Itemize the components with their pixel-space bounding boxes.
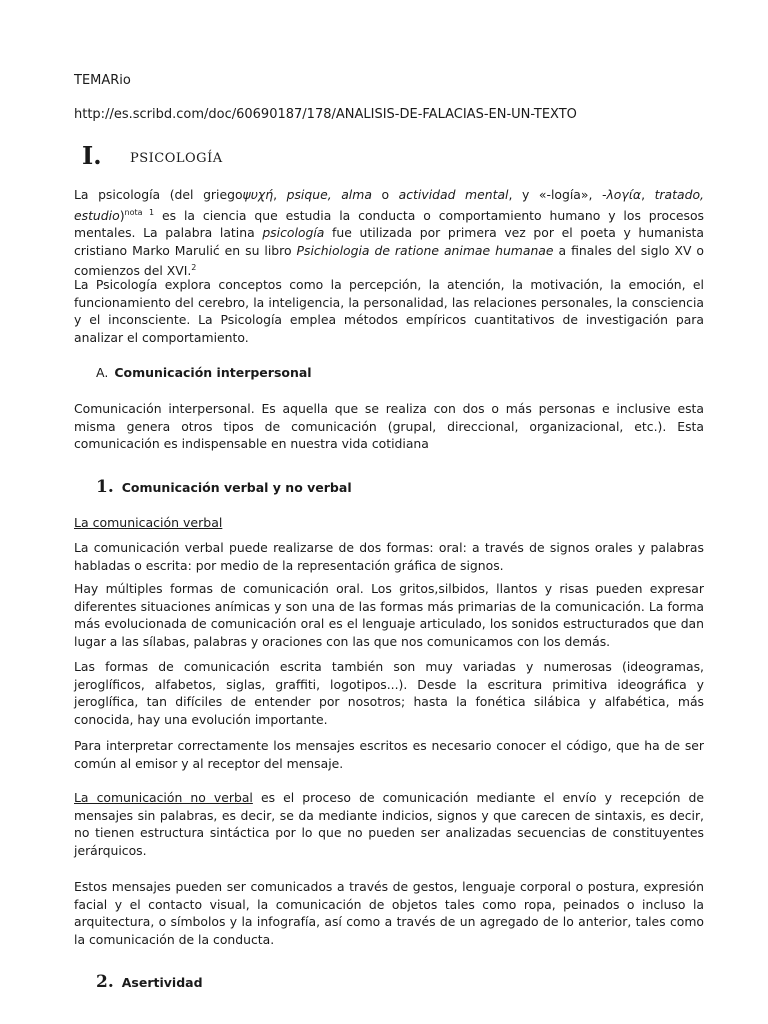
p1-text-d: , y «-logía», bbox=[508, 187, 602, 202]
greek-logia: -λογία bbox=[601, 187, 642, 202]
no-verbal-lead: La comunicación no verbal bbox=[74, 790, 253, 805]
subsection-1-number: 1. bbox=[96, 477, 114, 497]
temario-label: TEMARio bbox=[74, 73, 131, 88]
p1-italic-psicologia: psicología bbox=[262, 225, 325, 241]
p1-text-e2: ) bbox=[119, 207, 125, 223]
subsection-1-title: Comunicación verbal y no verbal bbox=[121, 480, 352, 495]
no-verbal-rest: es el proceso de comunicación mediante el envío y recepción de mensajes sin palabras, es decir, se da mediante indicios, signos y que carecen de sintaxis, es decir, no tienen estructura sintáctica por lo que no pueden ser analizadas secuencias de constituyentes jerárquicos. bbox=[74, 790, 705, 858]
section-title: PSICOLOGÍA bbox=[130, 151, 223, 166]
source-url[interactable]: http://es.scribd.com/doc/60690187/178/ANALISIS-DE-FALACIAS-EN-UN-TEXTO bbox=[74, 107, 577, 122]
subsection-2-title: Asertividad bbox=[121, 975, 203, 990]
p1-text-g: fue utilizada por primera vez por el poeta y humanista cristiano Marko Marulić en su libro bbox=[74, 225, 704, 258]
comunicacion-interpersonal-paragraph: Comunicación interpersonal. Es aquella que se realiza con dos o más personas e inclusive esta misma genera otros tipos de comunicación (grupal, direccional, organizacional, etc.). Esta comunicación es indispensable en nuestra vida cotidiana bbox=[74, 401, 704, 451]
p1-text-f: es la ciencia que estudia la conducta o comportamiento humano y los procesos mentales. La palabra latina bbox=[74, 207, 704, 241]
psicologia-explora-paragraph: La Psicología explora conceptos como la percepción, la atención, la motivación, la emoción, el funcionamiento del cerebro, la inteligencia, la personalidad, las relaciones personales, la consciencia y el inconsciente. La Psicología emplea métodos empíricos cuantitativos de investigación para analizar el comportamiento. bbox=[74, 277, 704, 345]
greek-psyche: ψυχή bbox=[242, 187, 274, 202]
subsection-a-label: A. bbox=[96, 365, 109, 380]
subsection-a-title: Comunicación interpersonal bbox=[114, 365, 312, 380]
subsection-2-number: 2. bbox=[96, 972, 114, 992]
footnote-nota1[interactable]: nota 1 bbox=[124, 207, 155, 217]
p1-italic-actividad: actividad mental bbox=[398, 187, 509, 202]
verbal-paragraph-2: Hay múltiples formas de comunicación oral. Los gritos,silbidos, llantos y risas pueden expresar diferentes situaciones anímicas y son una de las formas más primarias de la comunicación. La forma más evolucionada de comunicación oral es el lenguaje articulado, los sonidos estructurados que dan lugar a las sílabas, palabras y oraciones con las que nos comunicamos con los demás. bbox=[74, 581, 704, 649]
verbal-paragraph-3: Las formas de comunicación escrita también son muy variadas y numerosas (ideogramas, jeroglíficos, alfabetos, siglas, graffiti, logotipos...). Desde la escritura primitiva ideográfica y jeroglífica, tan difíciles de entender por nosotros; hasta la fonética silábica y alfabética, más conocida, hay una evolución importante. bbox=[74, 659, 704, 727]
p1-italic-psique: psique, alma bbox=[286, 187, 372, 202]
footnote-2[interactable]: 2 bbox=[191, 263, 197, 273]
p1-text-e: , bbox=[641, 187, 655, 202]
verbal-paragraph-1: La comunicación verbal puede realizarse de dos formas: oral: a través de signos orales y palabras habladas o escrita: por medio de la representación gráfica de signos. bbox=[74, 540, 704, 573]
subsection-a-heading bbox=[96, 365, 312, 380]
comunicacion-verbal-heading: La comunicación verbal bbox=[74, 515, 223, 530]
no-verbal-paragraph bbox=[74, 789, 704, 859]
p1-italic-tratado: tratado, estudio bbox=[74, 187, 704, 223]
psicologia-intro-paragraph bbox=[74, 186, 704, 280]
p1-italic-book-title: Psichiologia de ratione animae humanae bbox=[296, 242, 554, 258]
p1-text-c: o bbox=[371, 187, 399, 202]
p1-text-a: La psicología (del griego bbox=[74, 187, 243, 202]
subsection-2-heading bbox=[96, 972, 203, 992]
section-number: I. bbox=[82, 141, 102, 170]
p1-text-h: a finales del siglo XV o comienzos del XVI. bbox=[74, 242, 704, 279]
mensajes-paragraph: Estos mensajes pueden ser comunicados a través de gestos, lenguaje corporal o postura, expresión facial y el contacto visual, la comunicación de objetos tales como ropa, peinados o incluso la arquitectura, o símbolos y la infografía, así como a través de un agregado de lo anterior, tales como la comunicación de la conducta. bbox=[74, 879, 704, 947]
verbal-paragraph-4: Para interpretar correctamente los mensajes escritos es necesario conocer el código, que ha de ser común al emisor y al receptor del mensaje. bbox=[74, 738, 704, 771]
p1-text-b: , bbox=[273, 187, 287, 202]
subsection-1-heading bbox=[96, 477, 352, 497]
